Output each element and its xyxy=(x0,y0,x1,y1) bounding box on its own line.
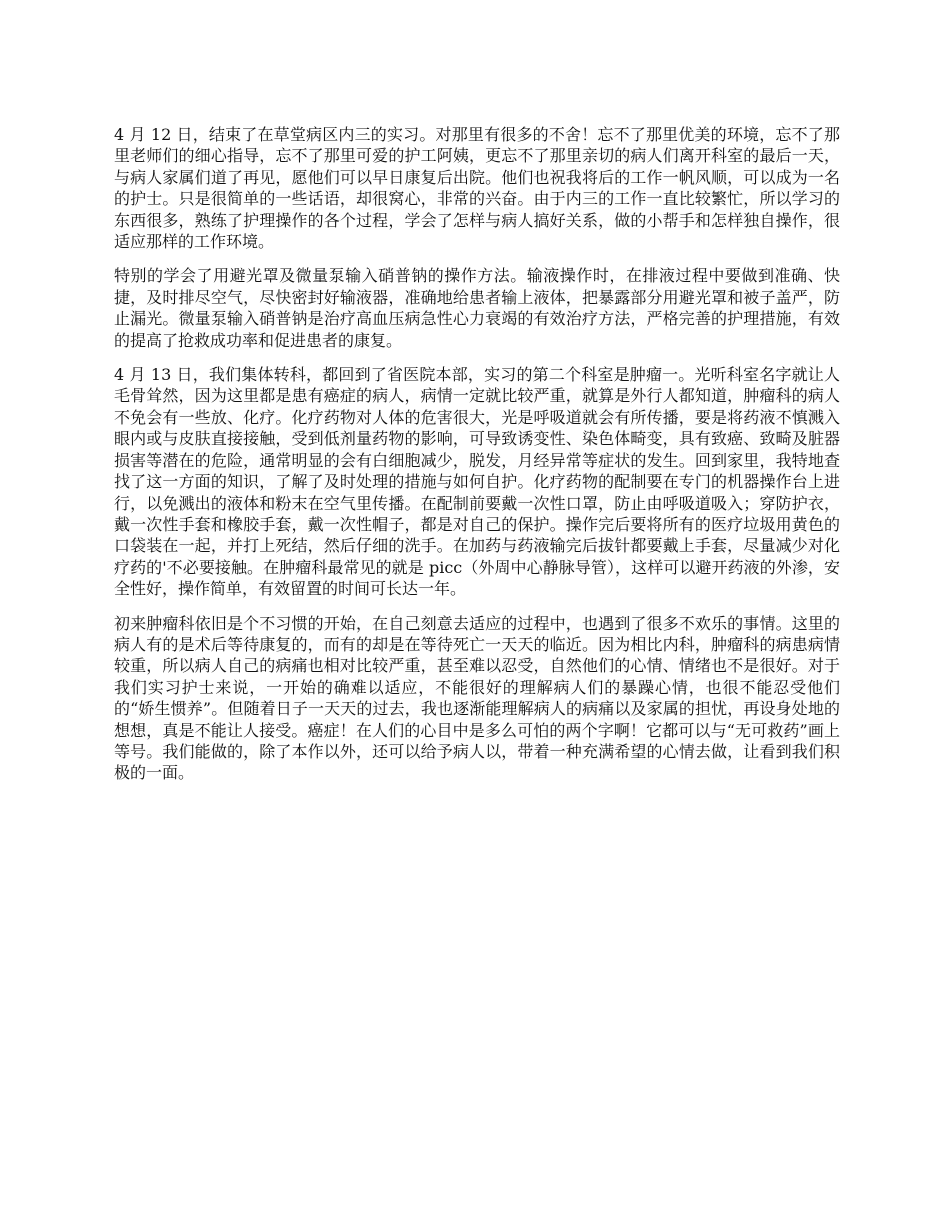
paragraph-3: 4 月 13 日，我们集体转科，都回到了省医院本部，实习的第二个科室是肿瘤一。光听科室名字就让人毛骨耸然，因为这里都是患有癌症的病人，病情一定就比较严重，就算是外行人都知道，肿瘤科的病人不免会有一些放、化疗。化疗药物对人体的危害很大，光是呼吸道就会有所传播，要是将药液不慎溅入眼内或与皮肤直接接触，受到低剂量药物的影响，可导致诱变性、染色体畸变，具有致癌、致畸及脏器损害等潜在的危险，通常明显的会有白细胞减少，脱发，月经异常等症状的发生。回到家里，我特地查找了这一方面的知识，了解了及时处理的措施与如何自护。化疗药物的配制要在专门的机器操作台上进行，以免溅出的液体和粉末在空气里传播。在配制前要戴一次性口罩，防止由呼吸道吸入；穿防护衣，戴一次性手套和橡胶手套，戴一次性帽子，都是对自己的保护。操作完后要将所有的医疗垃圾用黄色的口袋装在一起，并打上死结，然后仔细的洗手。在加药与药液输完后拔针都要戴上手套，尽量减少对化疗药的'不必要接触。在肿瘤科最常见的就是 picc（外周中心静脉导管），这样可以避开药液的外渗，安全性好，操作简单，有效留置的时间可长达一年。 xyxy=(114,365,840,599)
paragraph-2: 特别的学会了用避光罩及微量泵输入硝普钠的操作方法。输液操作时，在排液过程中要做到准确、快捷，及时排尽空气，尽快密封好输液器，准确地给患者输上液体，把暴露部分用避光罩和被子盖严，防止漏光。微量泵输入硝普钠是治疗高血压病急性心力衰竭的有效治疗方法，严格完善的护理措施，有效的提高了抢救成功率和促进患者的康复。 xyxy=(114,266,840,350)
paragraph-4: 初来肿瘤科依旧是个不习惯的开始，在自己刻意去适应的过程中，也遇到了很多不欢乐的事情。这里的病人有的是术后等待康复的，而有的却是在等待死亡一天天的临近。因为相比内科，肿瘤科的病患病情较重，所以病人自己的病痛也相对比较严重，甚至难以忍受，自然他们的心情、情绪也不是很好。对于我们实习护士来说，一开始的确难以适应，不能很好的理解病人们的暴躁心情，也很不能忍受他们的“娇生惯养”。但随着日子一天天的过去，我也逐渐能理解病人的病痛以及家属的担忧，再设身处地的想想，真是不能让人接受。癌症！在人们的心目中是多么可怕的两个字啊！它都可以与“无可救药”画上等号。我们能做的，除了本作以外，还可以给予病人以，带着一种充满希望的心情去做，让看到我们积极的一面。 xyxy=(114,613,840,783)
document-body xyxy=(114,124,840,784)
paragraph-1: 4 月 12 日，结束了在草堂病区内三的实习。对那里有很多的不舍！忘不了那里优美的环境，忘不了那里老师们的细心指导，忘不了那里可爱的护工阿姨，更忘不了那里亲切的病人们离开科室的最后一天，与病人家属们道了再见，愿他们可以早日康复后出院。他们也祝我将后的工作一帆风顺，可以成为一名的护士。只是很简单的一些话语，却很窝心，非常的兴奋。由于内三的工作一直比较繁忙，所以学习的东西很多，熟练了护理操作的各个过程，学会了怎样与病人搞好关系，做的小帮手和怎样独自操作，很适应那样的工作环境。 xyxy=(114,125,840,252)
